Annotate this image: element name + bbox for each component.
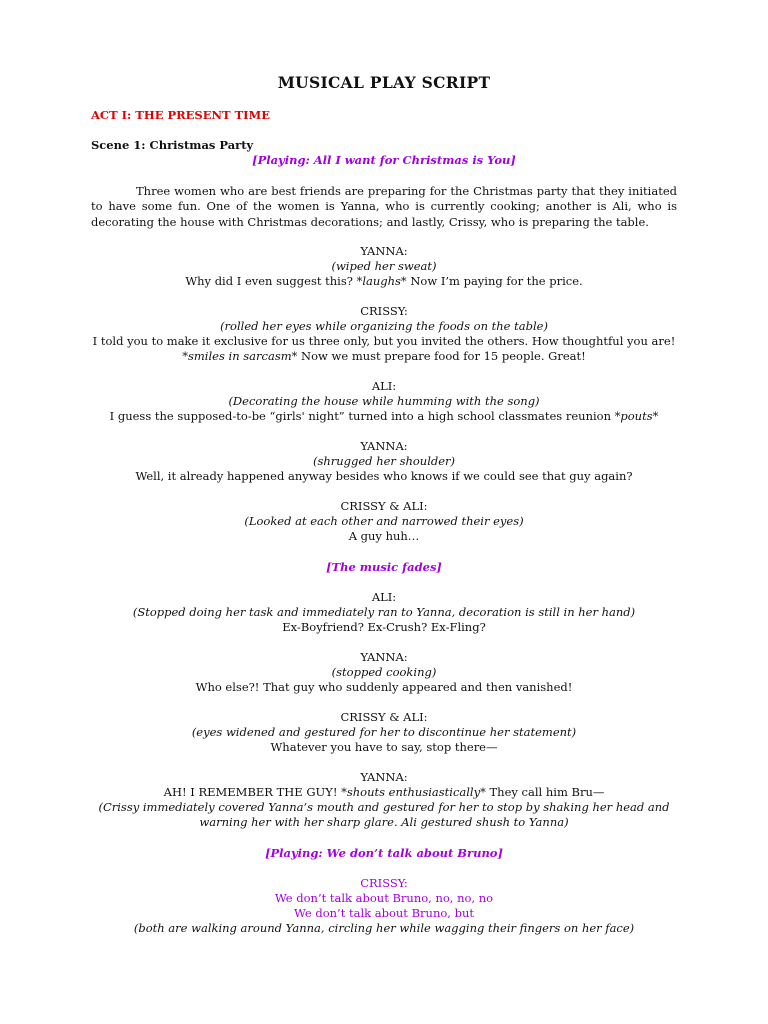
stage-direction: (both are walking around Yanna, circling her while wagging their fingers on her face) [133,921,635,935]
stage-direction: (eyes widened and gestured for her to discontinue her statement) [191,725,577,739]
dialogue-line: Ex-Boyfriend? Ex-Crush? Ex-Fling? [282,620,486,634]
speaker-name: YANNA: [360,770,408,784]
dialogue-line: *smiles in sarcasm* Now we must prepare food for 15 people. Great! [182,349,586,363]
music-cue: [The music fades] [326,560,442,574]
music-cue: [Playing: We don’t talk about Bruno] [265,846,503,860]
dialogue-line: I guess the supposed-to-be “girls' night” turned into a high school classmates reunion *pouts* [109,409,659,423]
stage-direction: (rolled her eyes while organizing the foods on the table) [220,319,548,333]
stage-direction: warning her with her sharp glare. Ali gestured shush to Yanna) [199,815,569,829]
song-lyric: We don’t talk about Bruno, but [294,906,474,920]
dialogue-line: AH! I REMEMBER THE GUY! *shouts enthusiastically* They call him Bru— [163,785,605,799]
speaker-name: YANNA: [360,650,408,664]
speaker-name: CRISSY & ALI: [340,499,428,513]
speaker-name: ALI: [371,590,397,604]
act-heading: ACT I: THE PRESENT TIME [91,108,271,122]
scene-heading: Scene 1: Christmas Party [91,138,254,152]
dialogue-line: A guy huh… [348,529,420,543]
intro-paragraph [91,184,677,230]
stage-direction: (Stopped doing her task and immediately ran to Yanna, decoration is still in her hand) [132,605,636,619]
speaker-name: CRISSY & ALI: [340,710,428,724]
speaker-name: CRISSY: [360,304,408,318]
stage-direction: (shrugged her shoulder) [312,454,456,468]
dialogue-line: I told you to make it exclusive for us three only, but you invited the others. How thoughtful you are! [92,334,676,348]
dialogue-line: Who else?! That guy who suddenly appeared and then vanished! [195,680,573,694]
stage-direction: (Crissy immediately covered Yanna’s mouth and gestured for her to stop by shaking her head and [98,800,670,814]
stage-direction: (wiped her sweat) [331,259,437,273]
stage-direction: (stopped cooking) [331,665,437,679]
song-lyric: We don’t talk about Bruno, no, no, no [274,891,494,905]
speaker-name: CRISSY: [360,876,408,890]
stage-direction: (Decorating the house while humming with the song) [228,394,540,408]
stage-direction: (Looked at each other and narrowed their eyes) [244,514,524,528]
speaker-name: ALI: [371,379,397,393]
speaker-name: YANNA: [360,244,408,258]
music-cue: [Playing: All I want for Christmas is You] [252,153,516,167]
document-title: MUSICAL PLAY SCRIPT [277,73,491,92]
dialogue-line: Well, it already happened anyway besides who knows if we could see that guy again? [135,469,633,483]
dialogue-line: Why did I even suggest this? *laughs* Now I’m paying for the price. [185,274,583,288]
intro-text: Three women who are best friends are preparing for the Christmas party that they initiated to have some fun. One of the women is Yanna, who is currently cooking; another is Ali, who is decorating the house with Christmas decorations; and lastly, Crissy, who is preparing the table. [91,184,677,229]
dialogue-line: Whatever you have to say, stop there— [270,740,498,754]
speaker-name: YANNA: [360,439,408,453]
